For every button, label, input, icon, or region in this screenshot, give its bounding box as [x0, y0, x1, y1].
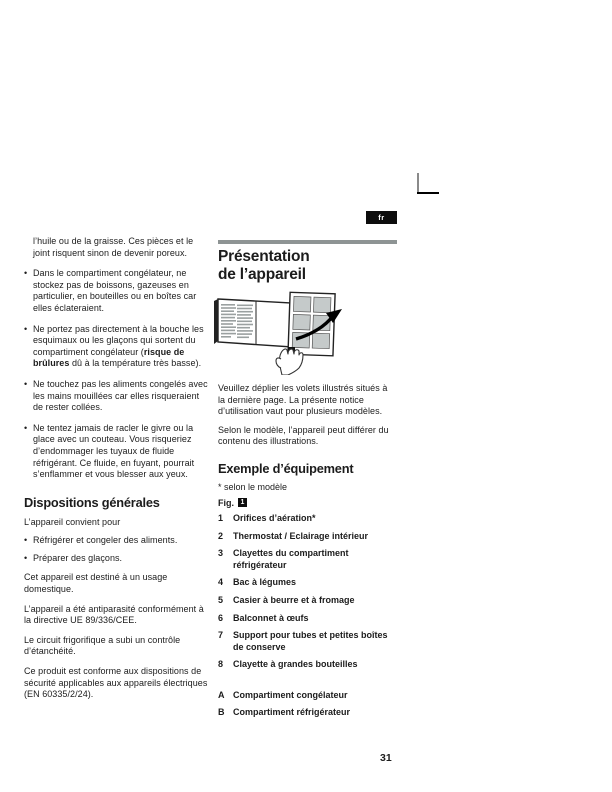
bullet-text: Ne touchez pas les aliments congelés avec les mains mouillées car elles risqueraient de rester collées. [33, 378, 208, 413]
figure-label: Fig. [218, 497, 234, 508]
equipment-row [218, 531, 397, 542]
bullet-marker: • [24, 378, 28, 389]
bullet-text: Réfrigérer et congeler des aliments. [33, 535, 178, 546]
body-paragraph: Cet appareil est destiné à un usage domestique. [24, 572, 168, 595]
item-key: 4 [218, 577, 224, 588]
item-key: 2 [218, 530, 224, 541]
item-label: Casier à beurre et à fromage [233, 594, 355, 605]
bullet-text: Préparer des glaçons. [33, 552, 123, 563]
body-paragraph: Veuillez déplier les volets illustrés situés à la dernière page. La présente notice d’utilisation vaut pour plusieurs modèles. [218, 383, 388, 417]
equipment-row [218, 613, 397, 624]
bullet-text-bold: risque de brûlures [33, 346, 185, 369]
equipment-row [218, 513, 397, 524]
bullet-text: Ne tentez jamais de racler le givre ou la glace avec un couteau. Vous risqueriez d’endommager les tuyaux de fluide réfrigérant. Ce fluide, en fuyant, pourrait s’enflammer et vous blesser aux yeux. [33, 422, 195, 480]
bullet-item [24, 268, 208, 314]
figure-number-badge: 1 [238, 498, 247, 507]
item-key: 5 [218, 594, 224, 605]
page-title [218, 248, 397, 283]
bullet-item [24, 535, 208, 547]
item-key: 1 [218, 512, 224, 523]
bullet-text: Dans le compartiment congélateur, ne stockez pas de boissons, gazeuses en particulier, en bouteilles ou en boîtes car elles éclateraient. [33, 268, 197, 313]
intro-paragraph: l’huile ou de la graisse. Ces pièces et le joint risquent sinon de devenir poreux. [33, 236, 194, 258]
lead-paragraph: L’appareil convient pour [24, 516, 121, 527]
item-key: 3 [218, 548, 224, 559]
bullet-item [24, 324, 208, 370]
bullet-marker: • [24, 422, 28, 433]
item-label: Orifices d’aération* [233, 512, 316, 523]
bullet-item [24, 379, 208, 414]
section-rule-bar [218, 240, 397, 244]
equipment-row [218, 630, 397, 652]
section-heading-equipment: Exemple d’équipement [218, 460, 354, 476]
equipment-row [218, 659, 397, 670]
item-key: 7 [218, 630, 224, 641]
item-label: Clayette à grandes bouteilles [233, 659, 358, 670]
body-paragraph: Selon le modèle, l’appareil peut différer du contenu des illustrations. [218, 424, 389, 447]
section-heading-general: Dispositions générales [24, 494, 160, 510]
fold-out-flap [288, 292, 335, 356]
bullet-item [24, 553, 208, 565]
page-title-line1: Présentation [218, 248, 310, 265]
item-key: 8 [218, 659, 224, 670]
body-paragraph: Le circuit frigorifique a subi un contrôle d’étanchéité. [24, 634, 181, 657]
equipment-row [218, 577, 397, 588]
right-column [218, 240, 397, 718]
fold-out-illustration [212, 289, 346, 375]
equipment-row [218, 595, 397, 606]
bullet-text [33, 324, 208, 370]
left-column [24, 236, 208, 701]
bullet-marker: • [24, 323, 28, 334]
model-note: * selon le modèle [218, 481, 288, 492]
language-tag: fr [366, 211, 397, 224]
item-label: Compartiment réfrigérateur [233, 707, 351, 718]
crop-mark-horizontal [417, 192, 439, 194]
item-key: 6 [218, 612, 224, 623]
bullet-marker: • [24, 552, 28, 563]
figure-reference [218, 498, 397, 508]
page-title-line2: de l’appareil [218, 265, 306, 283]
item-label: Thermostat / Eclairage intérieur [233, 530, 369, 541]
item-label: Clayettes du compartiment réfrigérateur [233, 548, 349, 570]
hand-icon [276, 347, 303, 375]
book-pages [218, 299, 292, 347]
equipment-list [218, 513, 397, 718]
equipment-row [218, 707, 397, 718]
page-number: 31 [380, 752, 392, 764]
bullet-marker: • [24, 535, 28, 546]
item-key: B [218, 707, 225, 718]
crop-mark-vertical [417, 173, 419, 193]
body-paragraph: Ce produit est conforme aux dispositions de sécurité applicables aux appareils électriques (EN 60335/2/24). [24, 666, 208, 700]
item-label: Balconnet à œufs [233, 612, 309, 623]
item-label: Support pour tubes et petites boîtes de conserve [233, 630, 388, 652]
item-key: A [218, 689, 225, 700]
bullet-item [24, 423, 208, 481]
compartment-list [218, 690, 397, 719]
bullet-text-post: dû à la température très basse). [69, 358, 202, 369]
equipment-row [218, 548, 397, 570]
body-paragraph: L’appareil a été antiparasité conformément à la directive UE 89/336/CEE. [24, 603, 204, 626]
bullet-marker: • [24, 268, 28, 279]
bullet-text-pre: Ne portez pas directement à la bouche les esquimaux ou les glaçons qui sortent du compartiment congélateur ( [33, 323, 204, 357]
item-label: Bac à légumes [233, 577, 297, 588]
equipment-row [218, 690, 397, 701]
item-label: Compartiment congélateur [233, 689, 348, 700]
